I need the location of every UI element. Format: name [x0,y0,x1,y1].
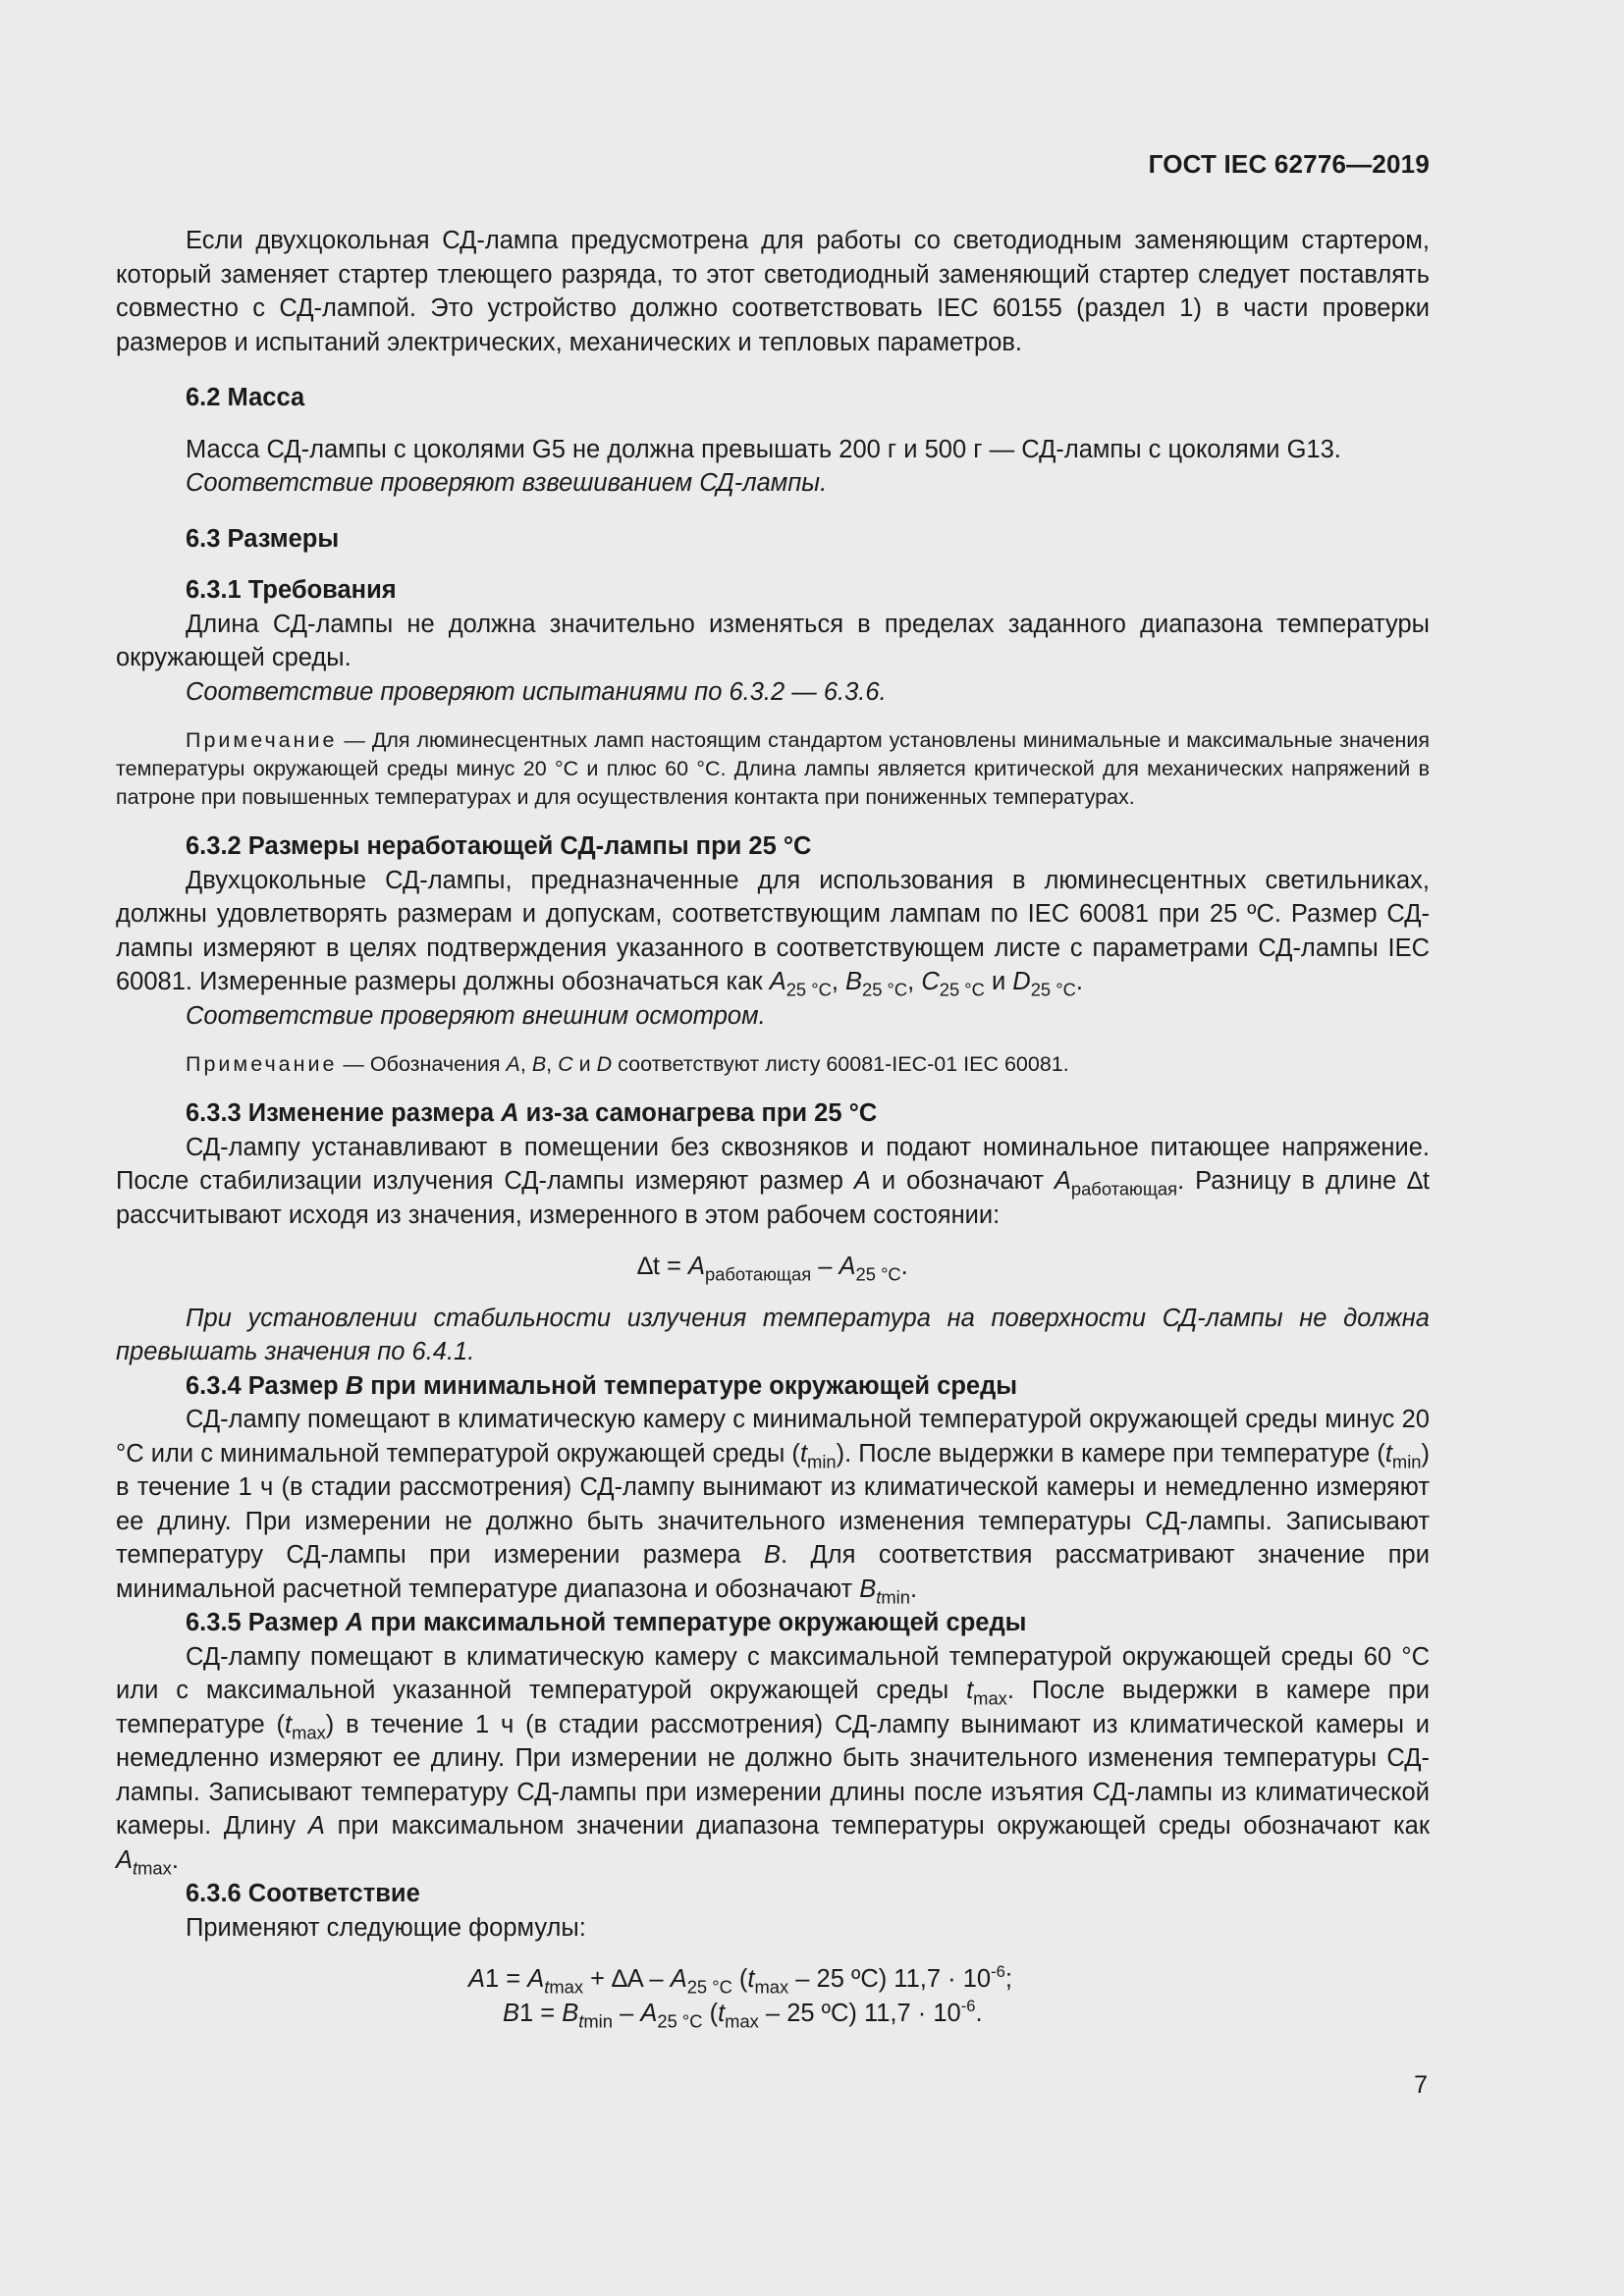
section-6-3-4-heading: 6.3.4 Размер B при минимальной температуре окружающей среды [186,1371,1018,1400]
section-6-3-3-compliance: При установлении стабильности излучения температура на поверхности СД-лампы не должна превышать значения по 6.4.1. [116,1304,1430,1365]
formula-b1: $B1 = B_{tmin} - A_{25 ^\circ C}$ ($t_{max} - 25$ ºС) $11,7 \cdot 10^{-6}$. [503,1996,983,2031]
section-6-3-2-heading: 6.3.2 Размеры неработающей СД-лампы при 25 °С [186,832,812,860]
section-6-3-4-text: СД-лампу помещают в климатическую камеру с минимальной температурой окружающей среды минус 20 °С или с минимальной температурой окружающей среды $(t_{min})$. После выдержки в камере при температуре $(t_{min})$ в течение 1 ч (в стадии рассмотрения) СД-лампу вынимают из климатической камеры и немедленно измеряют ее длину. При измерении не должно быть значительного изменения температуры СД-лампы. Записывают температуру СД-лампы при измерении размера B. Для соответствия рассматривают значение при минимальной расчетной температуре диапазона и обозначают $B_{tmin}$. [116,1406,1430,1607]
section-6-3-1-text: Длина СД-лампы не должна значительно изменяться в пределах заданного диапазона температуры окружающей среды. [116,610,1430,671]
note-label: Примечание [186,728,338,752]
section-6-3-3-text: СД-лампу устанавливают в помещении без сквозняков и подают номинальное питающее напряжение. После стабилизации излучения СД-лампы измеряют размер A и обозначают $A_{работающая}$. Разницу в длине ∆t рассчитывают исходя из значения, измеренного в этом рабочем состоянии: [116,1133,1430,1229]
section-6-3-1-heading: 6.3.1 Требования [186,576,397,604]
section-6-2-text: Масса СД-лампы с цоколями G5 не должна превышать 200 г и 500 г — СД-лампы с цоколями G13. [186,435,1341,463]
note-text: — Для люминесцентных ламп настоящим стандартом установлены минимальные и максимальные значения температуры окружающей среды минус 20 °С и плюс 60 °С. Длина лампы является критической для механических напряжений в патроне при повышенных температурах и для осуществления контакта при пониженных температурах. [116,728,1430,809]
section-6-2-compliance: Соответствие проверяют взвешиванием СД-лампы. [186,469,828,497]
formula-a1: $A1 = A_{tmax} + \Delta A - A_{25 ^\circ C}$ ($t_{max} - 25$ ºС) $11,7 \cdot 10^{-6}$; [468,1962,1012,1998]
section-6-3-1-compliance: Соответствие проверяют испытаниями по 6.3.2 — 6.3.6. [186,677,887,706]
page-header-doc-id: ГОСТ IEC 62776—2019 [1148,149,1430,179]
section-6-3-2-text: Двухцокольные СД-лампы, предназначенные для использования в люминесцентных светильниках, должны удовлетворять размерам и допускам, соответствующим лампам по IEC 60081 при 25 ºС. Размер СД-лампы измеряют в целях подтверждения указанного в соответствующем листе с параметрами СД-лампы IEC 60081. Измеренные размеры должны обозначаться как $A_{25 ^\circ C}$, $B_{25 ^\circ C}$, $C_{25 ^\circ C}$ и $D_{25 ^\circ C}$. [116,866,1430,1000]
section-6-3-3-heading: 6.3.3 Изменение размера A из-за самонагрева при 25 °С [186,1099,878,1127]
section-6-3-6-heading: 6.3.6 Соответствие [186,1880,420,1907]
page-number: 7 [1414,2071,1428,2099]
section-6-3-5-heading: 6.3.5 Размер A при максимальной температуре окружающей среды [186,1609,1027,1636]
section-6-3-heading: 6.3 Размеры [186,524,340,553]
section-6-2-heading: 6.2 Масса [186,384,305,411]
page-content [116,224,1430,2030]
section-6-3-2-compliance: Соответствие проверяют внешним осмотром. [186,1001,766,1030]
section-6-3-1-note [116,726,1430,812]
section-6-3-6-text: Применяют следующие формулы: [186,1913,586,1942]
section-6-3-5-text: СД-лампу помещают в климатическую камеру с максимальной температурой окружающей среды 60 °С или с максимальной указанной температурой окружающей среды $t_{max}$. После выдержки в камере при температуре $(t_{max})$ в течение 1 ч (в стадии рассмотрения) СД-лампу вынимают из климатической камеры и немедленно измеряют ее длину. При измерении не должно быть значительного изменения температуры СД-лампы. Записывают температуру СД-лампы при измерении длины после изъятия СД-лампы из климатической камеры. Длину A при максимальном значении диапазона температуры окружающей среды обозначают как $A_{tmax}$. [116,1642,1430,1878]
intro-paragraph: Если двухцокольная СД-лампа предусмотрена для работы со светодиодным заменяющим стартером, который заменяет стартер тлеющего разряда, то этот светодиодный заменяющий стартер следует поставлять совместно с СД-лампой. Это устройство должно соответствовать IEC 60155 (раздел 1) в части проверки размеров и испытаний электрических, механических и тепловых параметров. [116,227,1430,356]
delta-t-formula: $\Delta t = A_{работающая} - A_{25 ^\circ C}$. [637,1253,908,1285]
section-6-3-2-note: Примечание — Обозначения A, B, C и D соответствуют листу 60081-IEC-01 IEC 60081. [186,1052,1069,1076]
